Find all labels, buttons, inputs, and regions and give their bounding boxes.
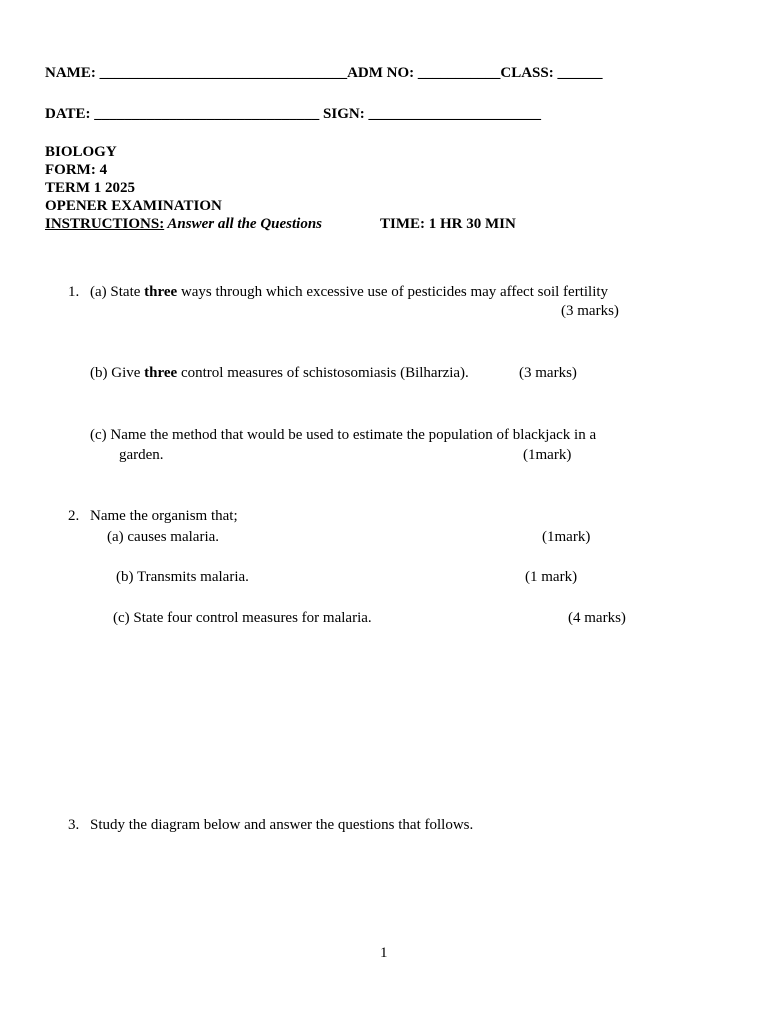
question-2a-text: (a) causes malaria. (107, 529, 220, 545)
page-number: 1 (380, 945, 388, 961)
question-1b-marks: (3 marks) (519, 365, 577, 381)
instructions-line (45, 215, 322, 233)
instructions-label: INSTRUCTIONS: (45, 216, 165, 232)
question-2-stem: Name the organism that; (90, 508, 238, 524)
question-1b-text: (b) Give three control measures of schistosomiasis (Bilharzia). (90, 365, 469, 381)
form-label: FORM: 4 (45, 162, 108, 178)
question-1a-marks: (3 marks) (561, 303, 619, 319)
instructions-text: Answer all the Questions (164, 216, 323, 232)
question-2c-text: (c) State four control measures for malaria. (113, 610, 372, 626)
question-1c-text-line1: (c) Name the method that would be used to estimate the population of blackjack in a (90, 427, 597, 443)
date-sign-line: DATE: ______________________________ SIGN: _______________________ (45, 106, 541, 122)
question-1a-text: (a) State three ways through which excessive use of pesticides may affect soil fertility (90, 284, 609, 300)
question-2c-marks: (4 marks) (568, 610, 626, 626)
exam-title: OPENER EXAMINATION (45, 198, 222, 214)
name-adm-class-line: NAME: _________________________________ADM NO: ___________CLASS: ______ (45, 65, 603, 81)
question-1-number: 1. (68, 284, 80, 300)
time-label: TIME: 1 HR 30 MIN (380, 216, 516, 232)
question-1c-text-line2: garden. (119, 447, 164, 463)
question-2-number: 2. (68, 508, 80, 524)
question-2b-text: (b) Transmits malaria. (116, 569, 249, 585)
question-1c-marks: (1mark) (523, 447, 572, 463)
term-label: TERM 1 2025 (45, 180, 135, 196)
question-2b-marks: (1 mark) (525, 569, 578, 585)
subject-title: BIOLOGY (45, 144, 117, 160)
question-3-number: 3. (68, 817, 80, 833)
question-3-text: Study the diagram below and answer the questions that follows. (90, 817, 474, 833)
question-2a-marks: (1mark) (542, 529, 591, 545)
